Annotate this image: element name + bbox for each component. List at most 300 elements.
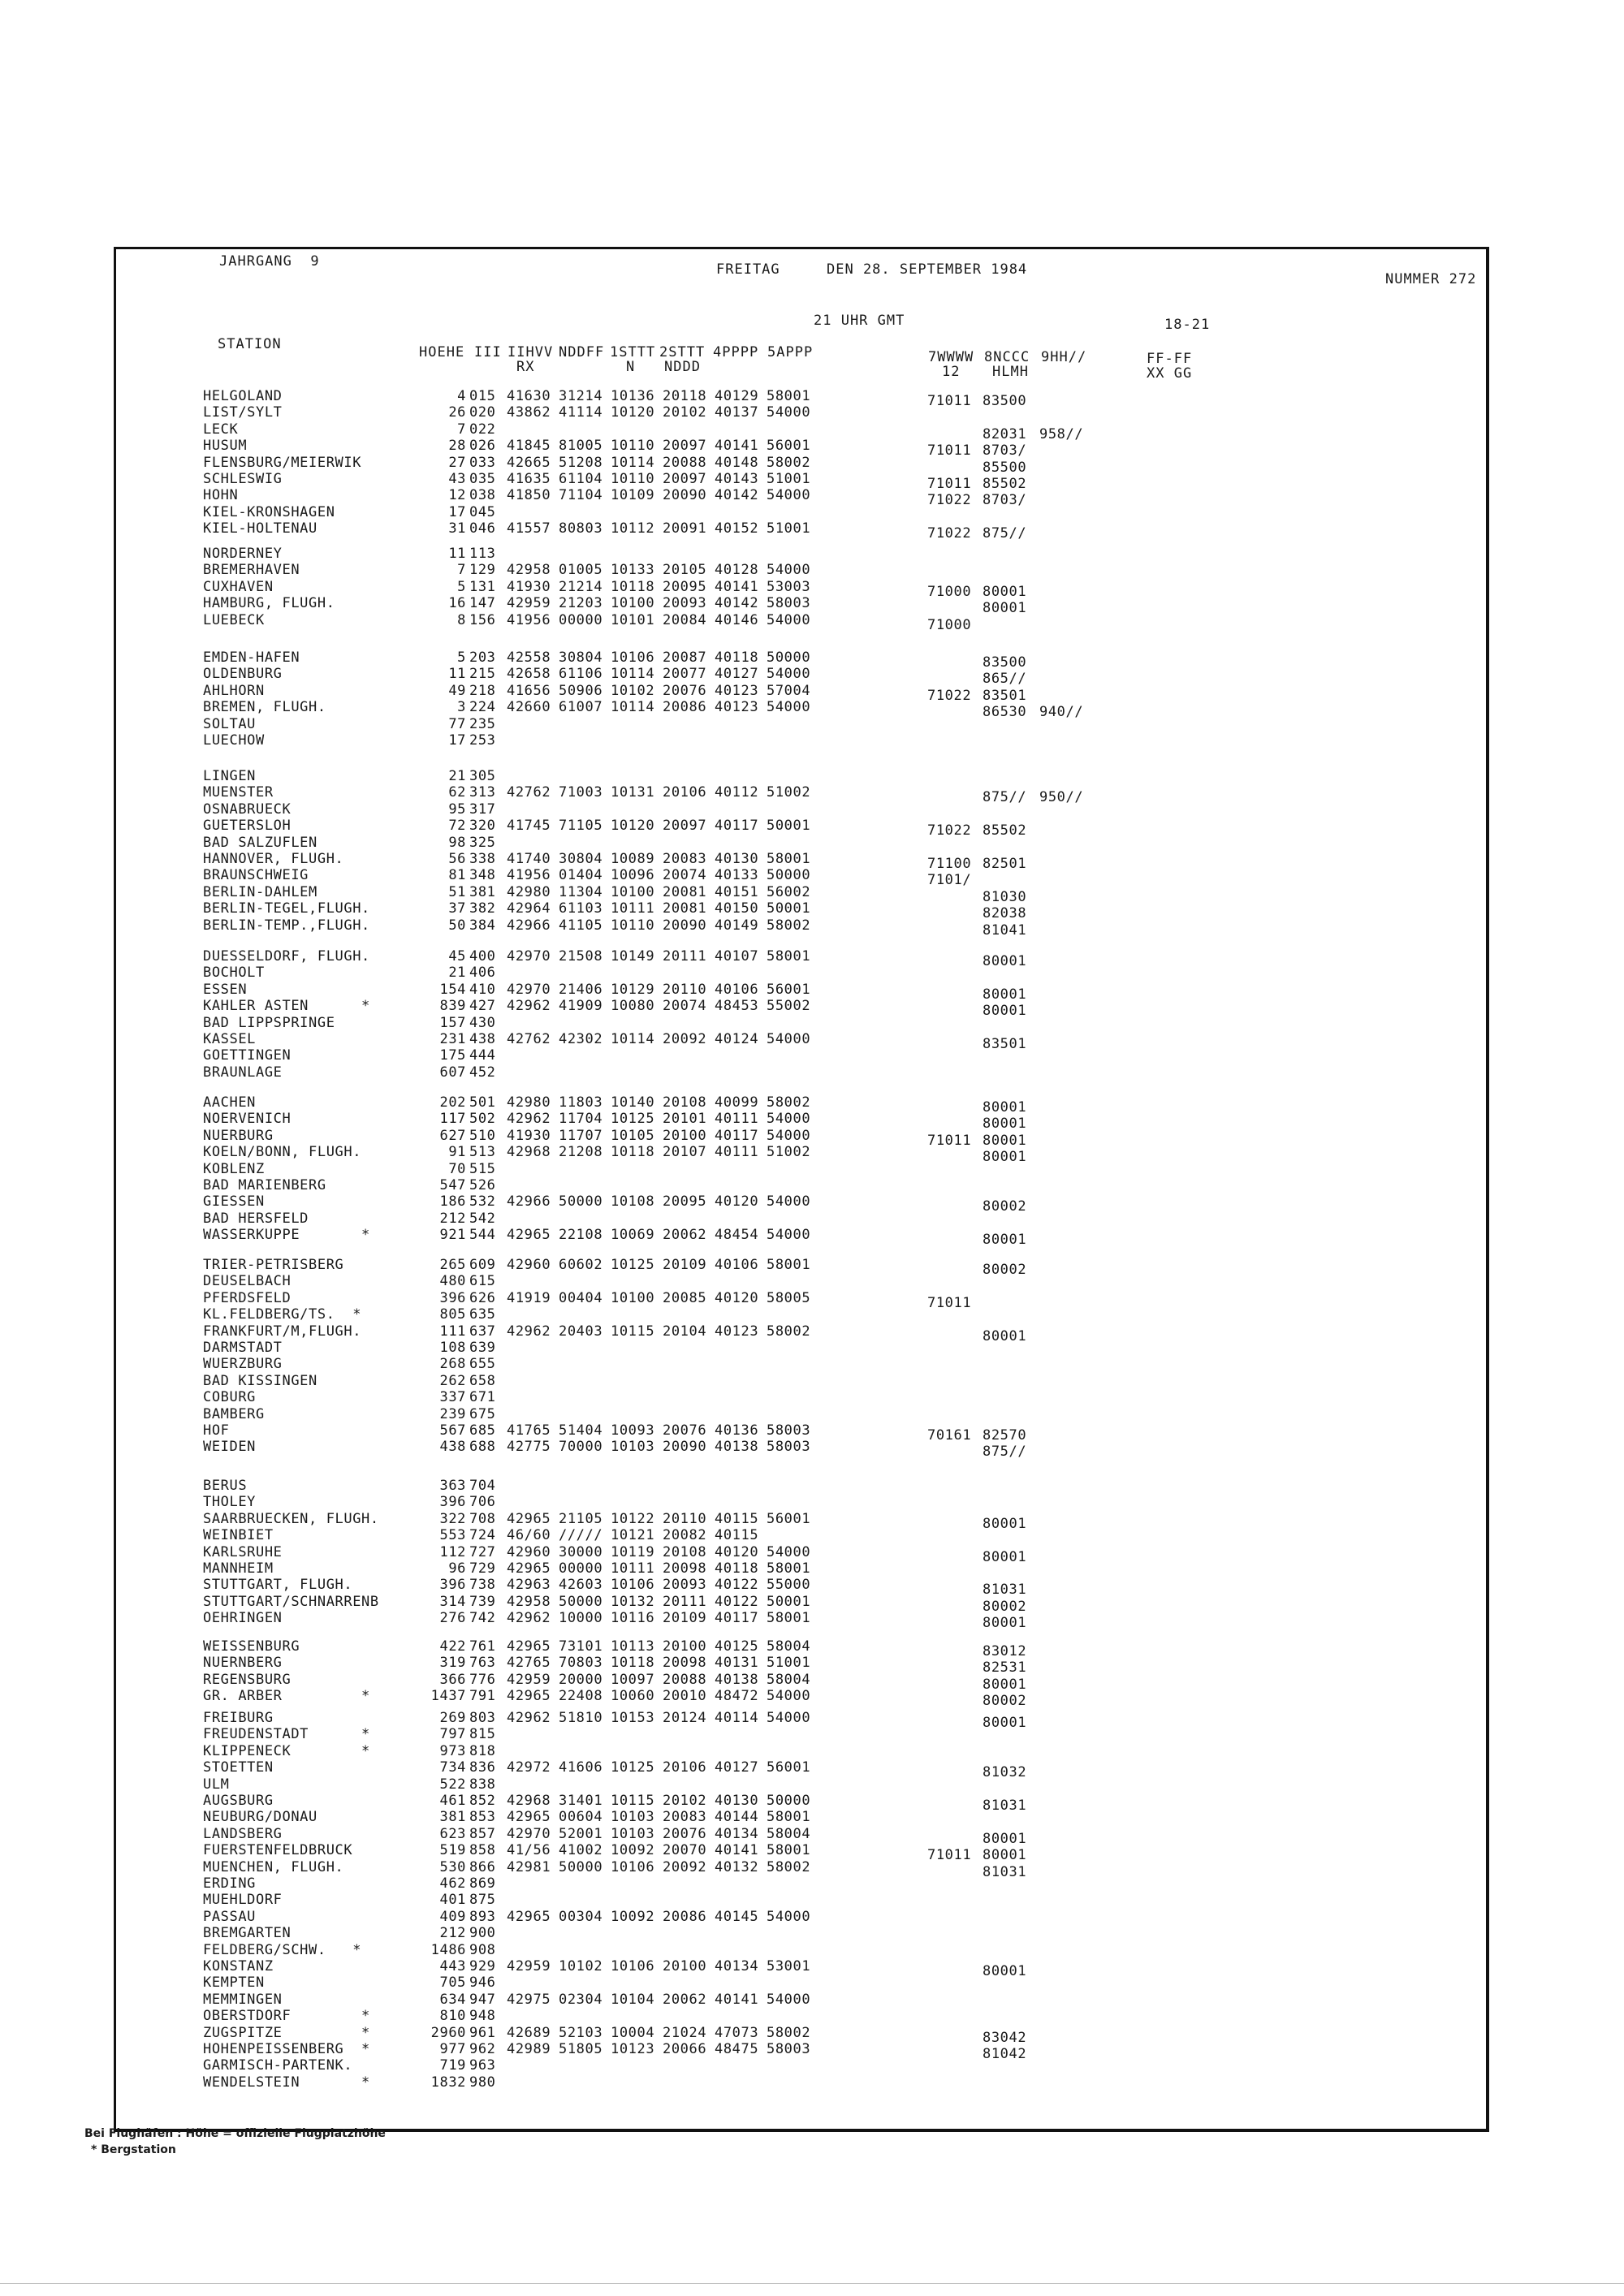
group-iihvv: 42965 — [507, 1638, 551, 1655]
group-iihvv: 42962 — [507, 998, 551, 1015]
station-index: 147 — [469, 595, 496, 612]
group-5appp: 50000 — [767, 867, 811, 884]
group-5appp: 58003 — [767, 2041, 811, 2057]
group-nddff: 21214 — [559, 578, 603, 595]
table-row — [0, 1858, 1624, 1880]
station-height: 1437 — [430, 1688, 466, 1705]
table-row — [0, 1671, 1624, 1693]
station-name: GUETERSLOH — [203, 818, 292, 835]
col-2sttt: 2STTT — [659, 344, 706, 360]
col-iihvv-sub: RX — [516, 359, 535, 375]
group-1sttt: 10114 — [611, 666, 655, 683]
table-row — [0, 1638, 1624, 1659]
group-7wwww: 71022 — [927, 822, 972, 839]
group-4pppp: 40143 — [715, 471, 759, 487]
station-height: 839 — [439, 998, 466, 1015]
group-iihvv: 42965 — [507, 1908, 551, 1925]
group-iihvv: 42968 — [507, 1793, 551, 1809]
group-1sttt: 10100 — [611, 883, 655, 900]
station-height: 3 — [457, 699, 466, 716]
group-iihvv: 42980 — [507, 1094, 551, 1111]
group-4pppp: 47073 — [715, 2024, 759, 2041]
table-row — [0, 883, 1624, 905]
group-1sttt: 10118 — [611, 1655, 655, 1672]
group-iihvv: 42959 — [507, 595, 551, 612]
station-name: WEISSENBURG — [203, 1638, 300, 1655]
station-name: MUENSTER — [203, 784, 274, 801]
observation-time: 21 UHR GMT — [814, 313, 905, 329]
group-1sttt: 10103 — [611, 1439, 655, 1456]
group-5appp: 51001 — [767, 1655, 811, 1672]
group-2sttt: 20093 — [663, 1577, 707, 1594]
group-4pppp: 40120 — [715, 1543, 759, 1560]
group-nddff: 00304 — [559, 1908, 603, 1925]
station-index: 948 — [469, 2008, 496, 2025]
group-nddff: ///// — [559, 1527, 603, 1544]
station-index: 852 — [469, 1793, 496, 1809]
table-row — [0, 421, 1624, 442]
group-4pppp: 40142 — [715, 595, 759, 612]
group-1sttt: 10104 — [611, 1991, 655, 2008]
group-iihvv: 42970 — [507, 1825, 551, 1842]
group-iihvv: 42959 — [507, 1958, 551, 1974]
group-8nccc: 81041 — [983, 921, 1027, 939]
station-height: 396 — [439, 1289, 466, 1306]
table-row — [0, 471, 1624, 492]
col-iihvv: IIHVV — [508, 344, 554, 360]
group-2sttt: 20083 — [663, 1809, 707, 1826]
group-nddff: 00000 — [559, 611, 603, 628]
station-name: FREUDENSTADT * — [203, 1726, 370, 1743]
group-5appp: 58005 — [767, 1289, 811, 1306]
table-row — [0, 546, 1624, 562]
group-8nccc: 85500 — [983, 459, 1027, 476]
station-height: 1486 — [430, 1941, 466, 1958]
group-2sttt: 20076 — [663, 1825, 707, 1842]
table-row — [0, 998, 1624, 1020]
group-4pppp: 40136 — [715, 1422, 759, 1439]
station-index: 513 — [469, 1144, 496, 1161]
group-4pppp: 40122 — [715, 1577, 759, 1594]
group-8nccc: 80001 — [983, 1715, 1027, 1731]
group-8nccc: 80001 — [983, 1327, 1027, 1344]
group-5appp: 50001 — [767, 818, 811, 835]
station-height: 627 — [439, 1127, 466, 1144]
station-name: NUERNBERG — [203, 1655, 283, 1672]
group-1sttt: 10114 — [611, 1031, 655, 1047]
station-name: KOELN/BONN, FLUGH. — [203, 1144, 362, 1161]
station-index: 427 — [469, 998, 496, 1015]
group-4pppp: 40152 — [715, 520, 759, 537]
group-1sttt: 10101 — [611, 611, 655, 628]
station-index: 609 — [469, 1257, 496, 1273]
group-2sttt: 20077 — [663, 666, 707, 683]
station-name: LIST/SYLT — [203, 404, 283, 421]
station-index: 639 — [469, 1340, 496, 1356]
station-height: 262 — [439, 1372, 466, 1389]
group-1sttt: 10097 — [611, 1671, 655, 1688]
station-index: 532 — [469, 1193, 496, 1211]
station-height: 70 — [448, 1160, 466, 1177]
group-iihvv: 41/56 — [507, 1842, 551, 1859]
station-index: 962 — [469, 2041, 496, 2057]
group-8nccc: 8703/ — [983, 492, 1027, 509]
station-index: 305 — [469, 768, 496, 784]
group-2sttt: 20085 — [663, 1289, 707, 1306]
group-5appp: 58004 — [767, 1825, 811, 1842]
station-name: FUERSTENFELDBRUCK — [203, 1842, 353, 1859]
table-row — [0, 1610, 1624, 1632]
col-8nccc-sub: HLMH — [992, 364, 1029, 380]
station-name: NEUBURG/DONAU — [203, 1809, 317, 1826]
group-8nccc: 80001 — [983, 1132, 1027, 1149]
group-1sttt: 10140 — [611, 1094, 655, 1111]
group-iihvv: 41635 — [507, 471, 551, 487]
station-index: 791 — [469, 1688, 496, 1705]
group-2sttt: 20093 — [663, 595, 707, 612]
group-5appp: 56001 — [767, 981, 811, 998]
station-height: 21 — [448, 965, 466, 982]
group-iihvv: 41740 — [507, 851, 551, 867]
station-name: LUEBECK — [203, 611, 265, 628]
group-5appp: 50001 — [767, 900, 811, 917]
group-2sttt: 20090 — [663, 487, 707, 504]
group-nddff: 52001 — [559, 1825, 603, 1842]
table-row — [0, 1273, 1624, 1289]
station-height: 438 — [439, 1439, 466, 1456]
table-row — [0, 666, 1624, 688]
group-7wwww: 71011 — [927, 442, 972, 460]
group-2sttt: 20084 — [663, 611, 707, 628]
table-row — [0, 699, 1624, 721]
group-5appp: 50000 — [767, 650, 811, 666]
table-row — [0, 1193, 1624, 1215]
group-iihvv: 42660 — [507, 699, 551, 716]
station-name: HANNOVER, FLUGH. — [203, 851, 344, 867]
group-2sttt: 20098 — [663, 1655, 707, 1672]
table-row — [0, 1688, 1624, 1710]
station-index: 980 — [469, 2074, 496, 2091]
station-name: MEMMINGEN — [203, 1991, 283, 2008]
group-nddff: 80803 — [559, 520, 603, 537]
table-row — [0, 1031, 1624, 1052]
station-index: 836 — [469, 1759, 496, 1776]
station-name: KLIPPENECK * — [203, 1742, 370, 1759]
table-row — [0, 818, 1624, 839]
group-2sttt: 20106 — [663, 784, 707, 801]
table-row — [0, 1306, 1624, 1323]
group-8nccc: 82038 — [983, 905, 1027, 922]
col-1sttt-sub: N — [626, 359, 636, 375]
table-row — [0, 504, 1624, 520]
group-1sttt: 10149 — [611, 948, 655, 965]
group-iihvv: 42775 — [507, 1439, 551, 1456]
table-row — [0, 1958, 1624, 1979]
group-iihvv: 42665 — [507, 454, 551, 471]
station-name: LECK — [203, 421, 239, 438]
station-index: 542 — [469, 1210, 496, 1227]
station-height: 480 — [439, 1273, 466, 1290]
group-8nccc: 83012 — [983, 1643, 1027, 1659]
station-index: 317 — [469, 801, 496, 818]
table-row — [0, 784, 1624, 806]
station-name: OLDENBURG — [203, 666, 283, 683]
station-name: BOCHOLT — [203, 965, 265, 982]
group-1sttt: 10080 — [611, 998, 655, 1015]
group-5appp: 58001 — [767, 1809, 811, 1826]
station-index: 857 — [469, 1825, 496, 1842]
station-index: 724 — [469, 1527, 496, 1544]
station-index: 224 — [469, 699, 496, 716]
group-nddff: 61104 — [559, 471, 603, 487]
group-1sttt: 10121 — [611, 1527, 655, 1544]
group-nddff: 50906 — [559, 682, 603, 699]
group-4pppp: 40149 — [715, 917, 759, 934]
group-7wwww: 71011 — [927, 1847, 972, 1864]
group-5appp: 51001 — [767, 471, 811, 487]
group-4pppp: 40112 — [715, 784, 759, 801]
table-row — [0, 438, 1624, 460]
group-nddff: 61106 — [559, 666, 603, 683]
table-row — [0, 1560, 1624, 1577]
station-height: 231 — [439, 1031, 466, 1047]
group-1sttt: 10115 — [611, 1323, 655, 1340]
group-5appp: 58002 — [767, 1323, 811, 1340]
group-nddff: 73101 — [559, 1638, 603, 1655]
volume-label: JAHRGANG 9 — [219, 253, 320, 270]
station-name: DARMSTADT — [203, 1340, 283, 1356]
group-nddff: 52103 — [559, 2024, 603, 2041]
table-row — [0, 917, 1624, 939]
station-height: 567 — [439, 1422, 466, 1439]
group-5appp: 51002 — [767, 1144, 811, 1161]
station-name: PASSAU — [203, 1908, 257, 1925]
group-iihvv: 41850 — [507, 487, 551, 504]
table-row — [0, 1875, 1624, 1892]
group-2sttt: 20124 — [663, 1710, 707, 1726]
station-height: 797 — [439, 1726, 466, 1743]
station-height: 202 — [439, 1094, 466, 1111]
station-name: WASSERKUPPE * — [203, 1227, 370, 1244]
group-2sttt: 20100 — [663, 1127, 707, 1144]
group-1sttt: 10092 — [611, 1908, 655, 1925]
group-1sttt: 10109 — [611, 487, 655, 504]
table-row — [0, 948, 1624, 969]
station-index: 033 — [469, 454, 496, 471]
station-height: 522 — [439, 1776, 466, 1793]
station-name: KL.FELDBERG/TS. * — [203, 1306, 362, 1323]
group-4pppp: 40142 — [715, 487, 759, 504]
group-5appp: 56001 — [767, 438, 811, 455]
group-8nccc: 81031 — [983, 1582, 1027, 1599]
group-iihvv: 42558 — [507, 650, 551, 666]
station-name: WENDELSTEIN * — [203, 2074, 370, 2091]
station-height: 705 — [439, 1974, 466, 1992]
group-8nccc: 83500 — [983, 393, 1027, 409]
group-8nccc: 80001 — [983, 1099, 1027, 1116]
group-iihvv: 42962 — [507, 1710, 551, 1726]
group-4pppp: 40120 — [715, 1193, 759, 1211]
group-1sttt: 10123 — [611, 2041, 655, 2057]
group-nddff: 11304 — [559, 883, 603, 900]
group-4pppp: 40122 — [715, 1593, 759, 1610]
group-4pppp: 40124 — [715, 1031, 759, 1047]
group-nddff: 00604 — [559, 1809, 603, 1826]
station-index: 763 — [469, 1655, 496, 1672]
col-hoehe: HOEHE — [419, 344, 465, 360]
station-height: 98 — [448, 834, 466, 851]
group-8nccc: 80002 — [983, 1598, 1027, 1615]
station-index: 203 — [469, 650, 496, 666]
table-row — [0, 1015, 1624, 1031]
group-5appp: 58002 — [767, 454, 811, 471]
group-1sttt: 10113 — [611, 1638, 655, 1655]
table-row — [0, 520, 1624, 542]
station-height: 401 — [439, 1892, 466, 1909]
group-iihvv: 46/60 — [507, 1527, 551, 1544]
group-4pppp: 40141 — [715, 1842, 759, 1859]
group-iihvv: 41765 — [507, 1422, 551, 1439]
station-index: 658 — [469, 1372, 496, 1389]
station-name: KOBLENZ — [203, 1160, 265, 1177]
station-height: 45 — [448, 948, 466, 965]
group-5appp: 58002 — [767, 1858, 811, 1875]
station-height: 805 — [439, 1306, 466, 1323]
group-1sttt: 10115 — [611, 1793, 655, 1809]
group-nddff: 21203 — [559, 595, 603, 612]
station-height: 49 — [448, 682, 466, 699]
group-5appp: 58001 — [767, 388, 811, 404]
station-index: 815 — [469, 1726, 496, 1743]
group-nddff: 00404 — [559, 1289, 603, 1306]
group-iihvv: 41919 — [507, 1289, 551, 1306]
station-name: NORDERNEY — [203, 546, 283, 562]
table-row — [0, 1527, 1624, 1543]
table-row — [0, 1510, 1624, 1532]
group-2sttt: 20101 — [663, 1111, 707, 1128]
station-name: OEHRINGEN — [203, 1610, 283, 1627]
group-8nccc: 80002 — [983, 1262, 1027, 1278]
group-1sttt: 10114 — [611, 454, 655, 471]
station-name: REGENSBURG — [203, 1671, 292, 1688]
station-index: 637 — [469, 1323, 496, 1340]
col-7wwww: 7WWWW — [928, 349, 974, 365]
table-row — [0, 1094, 1624, 1116]
table-row — [0, 1655, 1624, 1677]
time-range: 18-21 — [1164, 317, 1211, 333]
station-height: 409 — [439, 1908, 466, 1925]
table-row — [0, 1478, 1624, 1494]
group-8nccc: 80002 — [983, 1693, 1027, 1710]
group-8nccc: 85502 — [983, 822, 1027, 839]
station-height: 11 — [448, 546, 466, 562]
station-index: 688 — [469, 1439, 496, 1456]
group-iihvv: 43862 — [507, 404, 551, 421]
group-5appp: 56001 — [767, 1759, 811, 1776]
station-index: 866 — [469, 1858, 496, 1875]
station-height: 5 — [457, 578, 466, 595]
group-8nccc: 80001 — [983, 1615, 1027, 1632]
station-index: 963 — [469, 2057, 496, 2074]
station-index: 704 — [469, 1478, 496, 1494]
station-index: 947 — [469, 1991, 496, 2008]
table-row — [0, 1111, 1624, 1133]
table-row — [0, 1406, 1624, 1422]
group-iihvv: 42970 — [507, 981, 551, 998]
station-name: KARLSRUHE — [203, 1543, 283, 1560]
station-name: HAMBURG, FLUGH. — [203, 595, 335, 612]
group-iihvv: 41956 — [507, 611, 551, 628]
station-name: EMDEN-HAFEN — [203, 650, 300, 666]
station-index: 858 — [469, 1842, 496, 1859]
group-8nccc: 875// — [983, 525, 1027, 542]
group-2sttt: 20100 — [663, 1958, 707, 1974]
station-height: 7 — [457, 562, 466, 579]
group-nddff: 41114 — [559, 404, 603, 421]
station-name: GOETTINGEN — [203, 1047, 292, 1064]
group-8nccc: 80001 — [983, 1149, 1027, 1166]
station-name: FLENSBURG/MEIERWIK — [203, 454, 362, 471]
table-row — [0, 900, 1624, 922]
group-2sttt: 21024 — [663, 2024, 707, 2041]
group-nddff: 10000 — [559, 1610, 603, 1627]
station-height: 154 — [439, 981, 466, 998]
group-iihvv: 42960 — [507, 1257, 551, 1273]
group-nddff: 11803 — [559, 1094, 603, 1111]
group-iihvv: 42965 — [507, 1809, 551, 1826]
station-index: 235 — [469, 715, 496, 732]
station-name: DEUSELBACH — [203, 1273, 292, 1290]
group-5appp: 53003 — [767, 578, 811, 595]
group-iihvv: 42975 — [507, 1991, 551, 2008]
group-1sttt: 10110 — [611, 917, 655, 934]
station-height: 366 — [439, 1671, 466, 1688]
station-index: 961 — [469, 2024, 496, 2041]
group-nddff: 11707 — [559, 1127, 603, 1144]
group-5appp: 53001 — [767, 1958, 811, 1974]
group-8nccc: 83501 — [983, 1036, 1027, 1052]
group-iihvv: 42965 — [507, 1510, 551, 1527]
group-5appp: 54000 — [767, 1127, 811, 1144]
group-5appp: 54000 — [767, 1227, 811, 1244]
station-name: FELDBERG/SCHW. * — [203, 1941, 362, 1958]
group-5appp: 58002 — [767, 2024, 811, 2041]
station-index: 035 — [469, 471, 496, 487]
table-row — [0, 1726, 1624, 1742]
col-iii: III — [474, 344, 502, 360]
station-height: 212 — [439, 1210, 466, 1227]
station-index: 502 — [469, 1111, 496, 1128]
group-2sttt: 20076 — [663, 682, 707, 699]
station-name: BERLIN-DAHLEM — [203, 883, 317, 900]
group-1sttt: 10092 — [611, 1842, 655, 1859]
group-4pppp: 40138 — [715, 1671, 759, 1688]
group-4pppp: 40131 — [715, 1655, 759, 1672]
group-5appp: 51002 — [767, 784, 811, 801]
group-1sttt: 10129 — [611, 981, 655, 998]
station-height: 112 — [439, 1543, 466, 1560]
group-5appp: 54000 — [767, 699, 811, 716]
station-height: 319 — [439, 1655, 466, 1672]
station-height: 175 — [439, 1047, 466, 1064]
group-4pppp: 40111 — [715, 1111, 759, 1128]
station-name: KIEL-HOLTENAU — [203, 520, 317, 537]
station-name: NOERVENICH — [203, 1111, 292, 1128]
group-4pppp: 40144 — [715, 1809, 759, 1826]
group-iihvv: 42965 — [507, 1227, 551, 1244]
group-2sttt: 20097 — [663, 471, 707, 487]
group-8nccc: 82501 — [983, 856, 1027, 872]
